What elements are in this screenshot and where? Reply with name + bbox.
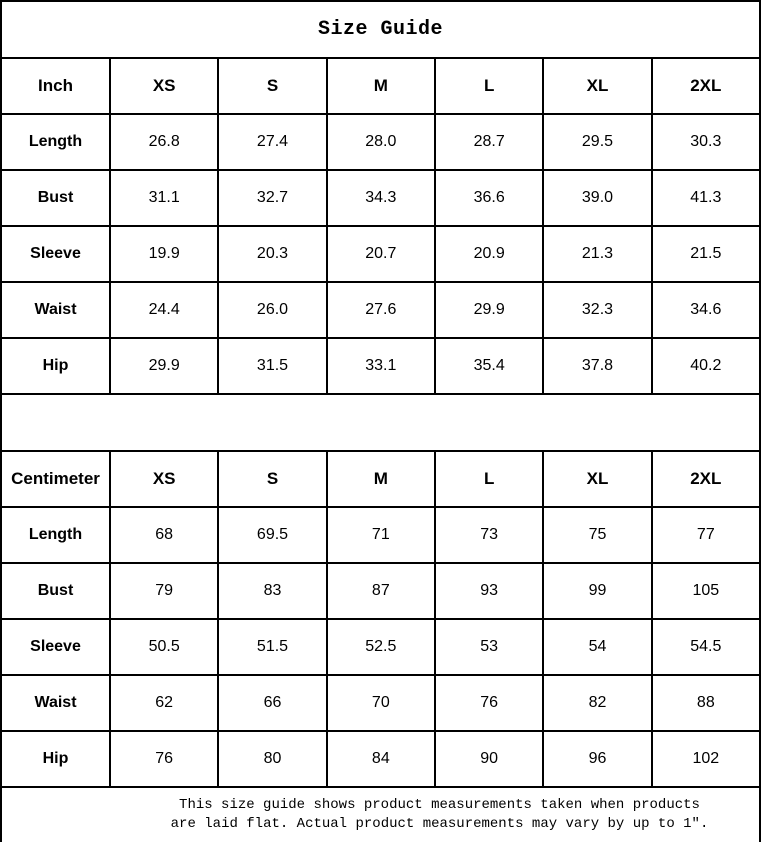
cm-size-header-xl: XL xyxy=(543,451,651,507)
cm-hip-2xl: 102 xyxy=(652,731,760,787)
cm-sleeve-m: 52.5 xyxy=(327,619,435,675)
cm-sleeve-label: Sleeve xyxy=(1,619,110,675)
inch-length-m: 28.0 xyxy=(327,114,435,170)
cm-bust-xs: 79 xyxy=(110,563,218,619)
inch-bust-label: Bust xyxy=(1,170,110,226)
cm-length-xs: 68 xyxy=(110,507,218,563)
cm-size-header-s: S xyxy=(218,451,326,507)
inch-waist-xs: 24.4 xyxy=(110,282,218,338)
cm-bust-xl: 99 xyxy=(543,563,651,619)
inch-hip-xl: 37.8 xyxy=(543,338,651,394)
table-row xyxy=(1,282,760,338)
table-row xyxy=(1,507,760,563)
inch-sleeve-2xl: 21.5 xyxy=(652,226,760,282)
table-row xyxy=(1,114,760,170)
cm-size-header-xs: XS xyxy=(110,451,218,507)
cm-size-header-m: M xyxy=(327,451,435,507)
cm-hip-m: 84 xyxy=(327,731,435,787)
inch-hip-label: Hip xyxy=(1,338,110,394)
cm-sleeve-2xl: 54.5 xyxy=(652,619,760,675)
cm-header-row xyxy=(1,451,760,507)
inch-sleeve-xl: 21.3 xyxy=(543,226,651,282)
inch-size-header-xs: XS xyxy=(110,58,218,114)
table-row xyxy=(1,338,760,394)
cm-length-l: 73 xyxy=(435,507,543,563)
cm-waist-label: Waist xyxy=(1,675,110,731)
inch-bust-s: 32.7 xyxy=(218,170,326,226)
cm-hip-label: Hip xyxy=(1,731,110,787)
cm-unit-header: Centimeter xyxy=(1,451,110,507)
cm-bust-label: Bust xyxy=(1,563,110,619)
inch-waist-l: 29.9 xyxy=(435,282,543,338)
inch-length-label: Length xyxy=(1,114,110,170)
footer-note xyxy=(1,787,760,842)
inch-bust-m: 34.3 xyxy=(327,170,435,226)
inch-size-header-xl: XL xyxy=(543,58,651,114)
cm-length-s: 69.5 xyxy=(218,507,326,563)
inch-length-xs: 26.8 xyxy=(110,114,218,170)
inch-waist-xl: 32.3 xyxy=(543,282,651,338)
inch-waist-s: 26.0 xyxy=(218,282,326,338)
inch-hip-m: 33.1 xyxy=(327,338,435,394)
cm-hip-l: 90 xyxy=(435,731,543,787)
inch-hip-l: 35.4 xyxy=(435,338,543,394)
inch-length-s: 27.4 xyxy=(218,114,326,170)
cm-sleeve-s: 51.5 xyxy=(218,619,326,675)
inch-size-header-2xl: 2XL xyxy=(652,58,760,114)
cm-size-header-l: L xyxy=(435,451,543,507)
cm-bust-s: 83 xyxy=(218,563,326,619)
cm-length-xl: 75 xyxy=(543,507,651,563)
table-row xyxy=(1,619,760,675)
inch-waist-m: 27.6 xyxy=(327,282,435,338)
cm-waist-xl: 82 xyxy=(543,675,651,731)
cm-hip-xl: 96 xyxy=(543,731,651,787)
inch-header-row xyxy=(1,58,760,114)
inch-bust-l: 36.6 xyxy=(435,170,543,226)
inch-length-xl: 29.5 xyxy=(543,114,651,170)
cm-hip-s: 80 xyxy=(218,731,326,787)
cm-bust-2xl: 105 xyxy=(652,563,760,619)
footer-note-line1: This size guide shows product measurements taken when products xyxy=(179,797,700,813)
cm-waist-m: 70 xyxy=(327,675,435,731)
cm-bust-m: 87 xyxy=(327,563,435,619)
inch-size-header-m: M xyxy=(327,58,435,114)
table-row xyxy=(1,675,760,731)
inch-bust-xs: 31.1 xyxy=(110,170,218,226)
inch-sleeve-xs: 19.9 xyxy=(110,226,218,282)
inch-waist-2xl: 34.6 xyxy=(652,282,760,338)
inch-size-header-l: L xyxy=(435,58,543,114)
table-spacer xyxy=(1,394,760,451)
cm-length-2xl: 77 xyxy=(652,507,760,563)
inch-hip-2xl: 40.2 xyxy=(652,338,760,394)
cm-waist-l: 76 xyxy=(435,675,543,731)
footer-note-line2: are laid flat. Actual product measurements may vary by up to 1″. xyxy=(170,816,709,832)
inch-waist-label: Waist xyxy=(1,282,110,338)
inch-bust-2xl: 41.3 xyxy=(652,170,760,226)
cm-size-header-2xl: 2XL xyxy=(652,451,760,507)
inch-sleeve-s: 20.3 xyxy=(218,226,326,282)
cm-sleeve-xl: 54 xyxy=(543,619,651,675)
cm-waist-xs: 62 xyxy=(110,675,218,731)
table-row xyxy=(1,731,760,787)
table-row xyxy=(1,563,760,619)
cm-sleeve-l: 53 xyxy=(435,619,543,675)
inch-hip-s: 31.5 xyxy=(218,338,326,394)
inch-hip-xs: 29.9 xyxy=(110,338,218,394)
cm-hip-xs: 76 xyxy=(110,731,218,787)
table-row xyxy=(1,170,760,226)
cm-sleeve-xs: 50.5 xyxy=(110,619,218,675)
inch-unit-header: Inch xyxy=(1,58,110,114)
inch-sleeve-label: Sleeve xyxy=(1,226,110,282)
cm-length-label: Length xyxy=(1,507,110,563)
inch-size-header-s: S xyxy=(218,58,326,114)
table-row xyxy=(1,226,760,282)
inch-length-l: 28.7 xyxy=(435,114,543,170)
inch-sleeve-m: 20.7 xyxy=(327,226,435,282)
cm-bust-l: 93 xyxy=(435,563,543,619)
cm-length-m: 71 xyxy=(327,507,435,563)
inch-bust-xl: 39.0 xyxy=(543,170,651,226)
cm-waist-s: 66 xyxy=(218,675,326,731)
cm-waist-2xl: 88 xyxy=(652,675,760,731)
inch-sleeve-l: 20.9 xyxy=(435,226,543,282)
inch-length-2xl: 30.3 xyxy=(652,114,760,170)
page-title: Size Guide xyxy=(1,1,760,58)
